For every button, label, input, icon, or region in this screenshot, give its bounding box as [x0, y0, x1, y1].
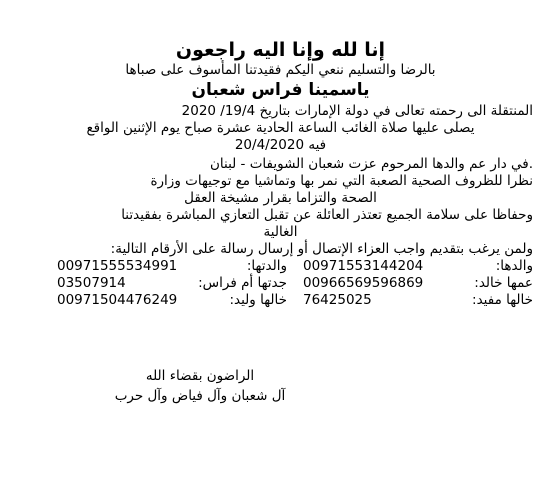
contact-label: والدها:	[495, 258, 533, 274]
contact-number: 03507914	[57, 275, 126, 291]
signoff	[0, 366, 400, 406]
deceased-name: ياسمينا فراس شعبان	[191, 80, 370, 100]
contact-entry	[57, 292, 287, 309]
contact-entry	[57, 258, 287, 275]
contact-number: 00971504476249	[57, 292, 178, 308]
contact-label: خالها وليد:	[229, 292, 287, 308]
obituary-notice	[28, 38, 533, 309]
contact-entry	[57, 275, 287, 292]
signoff-line-1: الراضون بقضاء الله	[145, 368, 255, 384]
signoff-families: آل شعبان وآل فياض وآل حرب	[114, 388, 286, 404]
contact-label: جدتها أم فراس:	[198, 275, 287, 291]
contact-entry	[303, 258, 533, 275]
contact-number: 00966569596869	[303, 275, 424, 291]
contact-label: خالها مفيد:	[472, 292, 533, 308]
contact-label: والدتها:	[246, 258, 287, 274]
apology-line-2: الغالية	[263, 224, 298, 240]
intro-line: بالرضا والتسليم ننعي اليكم فقيدتنا المأسوف على صباها	[125, 62, 436, 78]
health-notice-line-2: الصحة والتزاما بقرار مشيخة العقل	[184, 190, 377, 206]
contact-entry	[303, 292, 533, 309]
apology-line: وحفاظا على سلامة الجميع تعتذر العائلة عن تقبل التعازي المباشرة بفقيدتنا	[121, 207, 533, 223]
notice-title: إنا لله وإنا اليه راجعون	[175, 39, 386, 61]
contact-number: 00971553144204	[303, 258, 424, 274]
passing-date-line: المنتقلة الى رحمته تعالى في دولة الإمارات بتاريخ 19/4/ 2020	[181, 103, 533, 119]
contacts-list	[28, 258, 533, 309]
contact-intro-line: ولمن يرغب بتقديم واجب العزاء الإتصال أو إرسال رسالة على الأرقام التالية:	[110, 241, 533, 257]
prayer-line: يصلى عليها صلاة الغائب الساعة الحادية عشرة صباح يوم الإثنين الواقع	[86, 120, 475, 136]
contact-number: 76425025	[303, 292, 372, 308]
prayer-date-line: فيه 20/4/2020	[234, 137, 327, 153]
contact-number: 00971555534991	[57, 258, 178, 274]
health-notice-line: نظرا للظروف الصحية الصعبة التي نمر بها وتماشيا مع توجيهات وزارة	[150, 173, 533, 189]
location-line: .في دار عم والدها المرحوم عزت شعبان الشويفات - لبنان	[209, 156, 533, 172]
contact-label: عمها خالد:	[474, 275, 533, 291]
contact-entry	[303, 275, 533, 292]
